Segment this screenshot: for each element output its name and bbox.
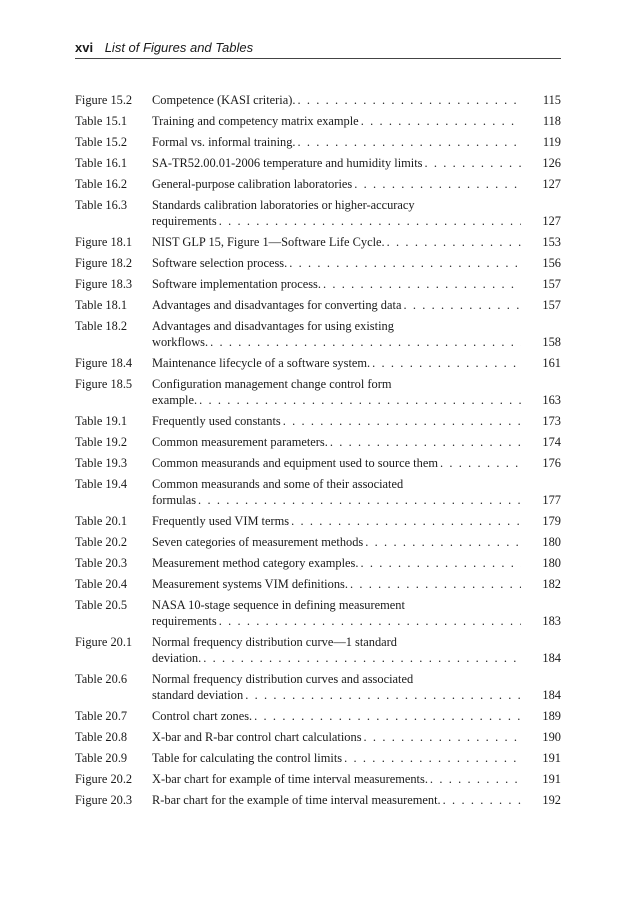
entry-title bbox=[152, 176, 521, 192]
entry-title-line bbox=[152, 413, 521, 429]
entry-title-text: Table for calculating the control limits bbox=[152, 751, 343, 765]
entry-title bbox=[152, 792, 521, 808]
list-item bbox=[75, 671, 561, 703]
entry-title bbox=[152, 113, 521, 129]
entry-title-line bbox=[152, 687, 521, 703]
list-item bbox=[75, 750, 561, 766]
entry-page-number: 119 bbox=[542, 135, 561, 149]
list-item bbox=[75, 534, 561, 550]
entry-label: Table 20.4 bbox=[75, 577, 128, 591]
entry-title-text: Standards calibration laboratories or higher-accuracy bbox=[152, 198, 415, 212]
entry-title-text: example. bbox=[152, 393, 198, 407]
list-item bbox=[75, 513, 561, 529]
dot-leader bbox=[296, 134, 521, 150]
entry-title-text: Maintenance lifecycle of a software system. bbox=[152, 356, 371, 370]
entry-title-line bbox=[152, 513, 521, 529]
entry-page-number: 190 bbox=[542, 730, 561, 744]
dot-leader bbox=[438, 455, 521, 471]
dot-leader bbox=[385, 234, 521, 250]
dot-leader bbox=[370, 355, 521, 371]
entry-title-text: Control chart zones. bbox=[152, 709, 253, 723]
entry-title bbox=[152, 276, 521, 292]
entry-title bbox=[152, 771, 521, 787]
entry-page-number: 127 bbox=[542, 214, 561, 228]
dot-leader bbox=[196, 492, 521, 508]
entry-title bbox=[152, 234, 521, 250]
dot-leader bbox=[352, 176, 521, 192]
entry-title-text: Measurement method category examples. bbox=[152, 556, 359, 570]
entry-title-line bbox=[152, 334, 521, 350]
entry-title-text: Common measurands and equipment used to source them bbox=[152, 456, 438, 470]
entry-title-line bbox=[152, 634, 521, 650]
entry-page-number: 191 bbox=[542, 772, 561, 786]
dot-leader bbox=[359, 113, 521, 129]
entry-title bbox=[152, 476, 521, 508]
entry-title-line bbox=[152, 555, 521, 571]
entry-title bbox=[152, 155, 521, 171]
entry-title-line bbox=[152, 113, 521, 129]
entry-label: Figure 20.3 bbox=[75, 793, 133, 807]
entry-title bbox=[152, 413, 521, 429]
entry-title-text: Configuration management change control form bbox=[152, 377, 392, 391]
header-title: List of Figures and Tables bbox=[104, 40, 254, 55]
entry-title-text: requirements bbox=[152, 214, 217, 228]
entry-label: Table 16.2 bbox=[75, 177, 128, 191]
entry-title-text: workflows. bbox=[152, 335, 209, 349]
dot-leader bbox=[363, 534, 521, 550]
list-item bbox=[75, 455, 561, 471]
entry-title-line bbox=[152, 434, 521, 450]
entry-label: Table 15.1 bbox=[75, 114, 128, 128]
entry-title bbox=[152, 455, 521, 471]
entry-title-text: Normal frequency distribution curves and associated bbox=[152, 672, 414, 686]
list-item bbox=[75, 113, 561, 129]
entry-title-line bbox=[152, 176, 521, 192]
dot-leader bbox=[252, 708, 521, 724]
dot-leader bbox=[342, 750, 521, 766]
list-item bbox=[75, 413, 561, 429]
dot-leader bbox=[321, 276, 521, 292]
entry-label: Table 20.1 bbox=[75, 514, 128, 528]
entry-title bbox=[152, 597, 521, 629]
entry-title bbox=[152, 534, 521, 550]
dot-leader bbox=[362, 729, 521, 745]
entry-label: Table 16.3 bbox=[75, 198, 128, 212]
entry-title-line bbox=[152, 234, 521, 250]
entry-title bbox=[152, 729, 521, 745]
entry-page-number: 182 bbox=[542, 577, 561, 591]
entry-title bbox=[152, 576, 521, 592]
entry-title-line bbox=[152, 729, 521, 745]
entry-label: Table 15.2 bbox=[75, 135, 128, 149]
entry-page-number: 153 bbox=[542, 235, 561, 249]
list-item bbox=[75, 297, 561, 313]
entry-title-text: NASA 10-stage sequence in defining measurement bbox=[152, 598, 405, 612]
entry-title bbox=[152, 134, 521, 150]
entry-label: Table 20.2 bbox=[75, 535, 128, 549]
entry-title-line bbox=[152, 297, 521, 313]
entry-title-line bbox=[152, 597, 521, 613]
entry-title-text: Formal vs. informal training. bbox=[152, 135, 296, 149]
list-item bbox=[75, 597, 561, 629]
figures-tables-list bbox=[75, 92, 561, 813]
dot-leader bbox=[328, 434, 521, 450]
entry-page-number: 184 bbox=[542, 688, 561, 702]
header-page-number: xvi bbox=[75, 40, 94, 55]
entry-label: Figure 20.2 bbox=[75, 772, 133, 786]
entry-title bbox=[152, 555, 521, 571]
entry-label: Figure 20.1 bbox=[75, 635, 133, 649]
list-item bbox=[75, 792, 561, 808]
dot-leader bbox=[441, 792, 521, 808]
entry-label: Table 20.7 bbox=[75, 709, 128, 723]
entry-label: Figure 18.4 bbox=[75, 356, 133, 370]
entry-title-line bbox=[152, 197, 521, 213]
entry-title-line bbox=[152, 134, 521, 150]
entry-label: Figure 18.3 bbox=[75, 277, 133, 291]
entry-title-text: Seven categories of measurement methods bbox=[152, 535, 364, 549]
entry-title-line bbox=[152, 392, 521, 408]
entry-page-number: 173 bbox=[542, 414, 561, 428]
entry-page-number: 163 bbox=[542, 393, 561, 407]
entry-page-number: 174 bbox=[542, 435, 561, 449]
entry-page-number: 157 bbox=[542, 298, 561, 312]
dot-leader bbox=[348, 576, 521, 592]
entry-title-text: Competence (KASI criteria). bbox=[152, 93, 296, 107]
list-item bbox=[75, 318, 561, 350]
entry-page-number: 176 bbox=[542, 456, 561, 470]
entry-title bbox=[152, 297, 521, 313]
running-header bbox=[75, 40, 561, 59]
entry-title-line bbox=[152, 750, 521, 766]
entry-title-text: R-bar chart for the example of time interval measurement. bbox=[152, 793, 441, 807]
entry-title-text: General-purpose calibration laboratories bbox=[152, 177, 353, 191]
entry-title bbox=[152, 750, 521, 766]
entry-page-number: 127 bbox=[542, 177, 561, 191]
entry-label: Table 19.3 bbox=[75, 456, 128, 470]
entry-page-number: 177 bbox=[542, 493, 561, 507]
list-item bbox=[75, 708, 561, 724]
list-item bbox=[75, 276, 561, 292]
dot-leader bbox=[287, 255, 521, 271]
entry-page-number: 191 bbox=[542, 751, 561, 765]
entry-label: Table 20.9 bbox=[75, 751, 128, 765]
entry-title-text: deviation. bbox=[152, 651, 202, 665]
dot-leader bbox=[197, 392, 521, 408]
entry-title bbox=[152, 671, 521, 703]
dot-leader bbox=[208, 334, 521, 350]
entry-page-number: 158 bbox=[542, 335, 561, 349]
entry-title-line bbox=[152, 576, 521, 592]
entry-title bbox=[152, 708, 521, 724]
list-item bbox=[75, 355, 561, 371]
list-item bbox=[75, 155, 561, 171]
entry-title-text: X-bar and R-bar control chart calculations bbox=[152, 730, 362, 744]
entry-label: Table 20.5 bbox=[75, 598, 128, 612]
entry-title bbox=[152, 197, 521, 229]
list-item bbox=[75, 134, 561, 150]
entry-title-text: requirements bbox=[152, 614, 217, 628]
list-item bbox=[75, 771, 561, 787]
entry-page-number: 126 bbox=[542, 156, 561, 170]
list-item bbox=[75, 176, 561, 192]
entry-title-line bbox=[152, 255, 521, 271]
entry-title-text: formulas bbox=[152, 493, 197, 507]
list-item bbox=[75, 634, 561, 666]
entry-title-text: Software implementation process. bbox=[152, 277, 321, 291]
list-item bbox=[75, 434, 561, 450]
entry-page-number: 156 bbox=[542, 256, 561, 270]
entry-page-number: 192 bbox=[542, 793, 561, 807]
entry-page-number: 157 bbox=[542, 277, 561, 291]
dot-leader bbox=[217, 213, 521, 229]
entry-title-text: SA-TR52.00.01-2006 temperature and humidity limits bbox=[152, 156, 423, 170]
entry-page-number: 180 bbox=[542, 556, 561, 570]
entry-title-text: Measurement systems VIM definitions. bbox=[152, 577, 348, 591]
entry-title-text: Advantages and disadvantages for converting data bbox=[152, 298, 402, 312]
entry-label: Table 20.8 bbox=[75, 730, 128, 744]
entry-page-number: 189 bbox=[542, 709, 561, 723]
entry-title-text: Frequently used constants bbox=[152, 414, 281, 428]
entry-page-number: 180 bbox=[542, 535, 561, 549]
list-item bbox=[75, 555, 561, 571]
list-item bbox=[75, 729, 561, 745]
dot-leader bbox=[201, 650, 521, 666]
entry-label: Table 19.4 bbox=[75, 477, 128, 491]
entry-label: Table 19.2 bbox=[75, 435, 128, 449]
entry-title-line bbox=[152, 613, 521, 629]
entry-label: Table 20.6 bbox=[75, 672, 128, 686]
dot-leader bbox=[289, 513, 521, 529]
entry-title-text: X-bar chart for example of time interval measurements. bbox=[152, 772, 428, 786]
entry-label: Figure 18.5 bbox=[75, 377, 133, 391]
entry-page-number: 184 bbox=[542, 651, 561, 665]
list-item bbox=[75, 255, 561, 271]
entry-title-line bbox=[152, 492, 521, 508]
entry-title-text: Software selection process. bbox=[152, 256, 288, 270]
entry-title-text: Training and competency matrix example bbox=[152, 114, 359, 128]
entry-title-line bbox=[152, 455, 521, 471]
entry-title-line bbox=[152, 792, 521, 808]
entry-title-line bbox=[152, 650, 521, 666]
entry-page-number: 179 bbox=[542, 514, 561, 528]
entry-label: Table 16.1 bbox=[75, 156, 128, 170]
dot-leader bbox=[358, 555, 521, 571]
entry-title bbox=[152, 355, 521, 371]
list-item bbox=[75, 92, 561, 108]
list-item bbox=[75, 576, 561, 592]
entry-title-text: NIST GLP 15, Figure 1—Software Life Cycle. bbox=[152, 235, 385, 249]
entry-title-line bbox=[152, 476, 521, 492]
dot-leader bbox=[423, 155, 522, 171]
entry-title-line bbox=[152, 355, 521, 371]
entry-title-text: Advantages and disadvantages for using existing bbox=[152, 319, 394, 333]
entry-label: Figure 15.2 bbox=[75, 93, 133, 107]
entry-title-line bbox=[152, 92, 521, 108]
list-item bbox=[75, 234, 561, 250]
entry-title-line bbox=[152, 213, 521, 229]
entry-label: Table 18.1 bbox=[75, 298, 128, 312]
entry-title bbox=[152, 513, 521, 529]
entry-label: Figure 18.1 bbox=[75, 235, 133, 249]
entry-title-line bbox=[152, 376, 521, 392]
dot-leader bbox=[428, 771, 521, 787]
list-item bbox=[75, 476, 561, 508]
entry-page-number: 183 bbox=[542, 614, 561, 628]
entry-label: Table 20.3 bbox=[75, 556, 128, 570]
list-item bbox=[75, 376, 561, 408]
entry-page-number: 161 bbox=[542, 356, 561, 370]
entry-title bbox=[152, 634, 521, 666]
dot-leader bbox=[243, 687, 521, 703]
entry-label: Table 18.2 bbox=[75, 319, 128, 333]
dot-leader bbox=[217, 613, 521, 629]
entry-title-text: Normal frequency distribution curve—1 standard bbox=[152, 635, 397, 649]
entry-label: Figure 18.2 bbox=[75, 256, 133, 270]
entry-title bbox=[152, 255, 521, 271]
entry-title-text: standard deviation bbox=[152, 688, 244, 702]
entry-title-text: Frequently used VIM terms bbox=[152, 514, 290, 528]
dot-leader bbox=[295, 92, 521, 108]
entry-title-line bbox=[152, 155, 521, 171]
dot-leader bbox=[281, 413, 521, 429]
entry-page-number: 115 bbox=[542, 93, 561, 107]
entry-page-number: 118 bbox=[542, 114, 561, 128]
list-item bbox=[75, 197, 561, 229]
entry-title-line bbox=[152, 534, 521, 550]
entry-title-text: Common measurands and some of their associated bbox=[152, 477, 404, 491]
dot-leader bbox=[401, 297, 521, 313]
entry-label: Table 19.1 bbox=[75, 414, 128, 428]
entry-title-line bbox=[152, 318, 521, 334]
entry-title-line bbox=[152, 771, 521, 787]
entry-title bbox=[152, 318, 521, 350]
entry-title-text: Common measurement parameters. bbox=[152, 435, 328, 449]
entry-title bbox=[152, 434, 521, 450]
entry-title-line bbox=[152, 671, 521, 687]
entry-title-line bbox=[152, 708, 521, 724]
entry-title bbox=[152, 376, 521, 408]
entry-title bbox=[152, 92, 521, 108]
entry-title-line bbox=[152, 276, 521, 292]
